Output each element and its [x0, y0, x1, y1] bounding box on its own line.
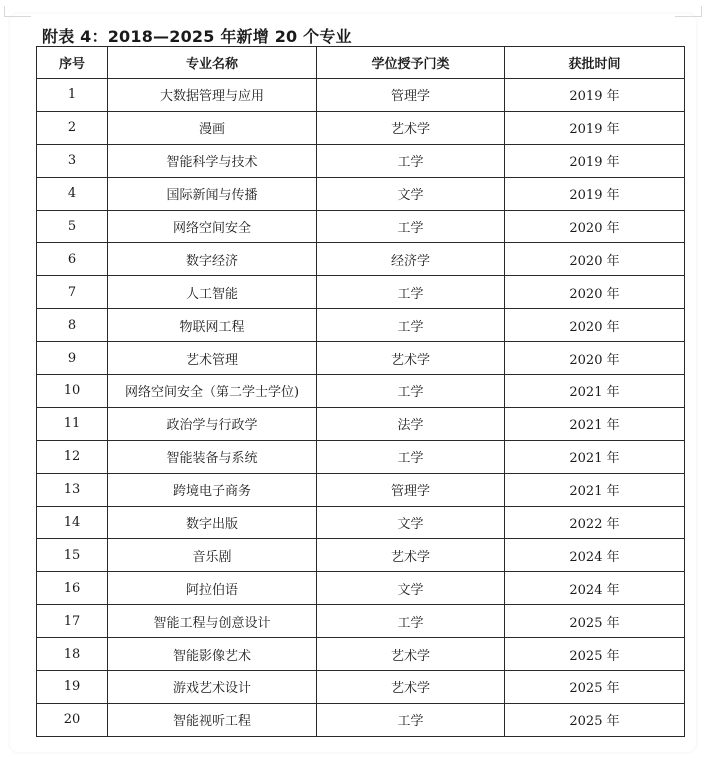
- cell-major-name: 漫画: [108, 111, 317, 144]
- cell-degree-category: 艺术学: [317, 671, 505, 704]
- cell-index: 3: [37, 144, 108, 177]
- cell-degree-category: 艺术学: [317, 638, 505, 671]
- crop-corner-left: [4, 6, 31, 17]
- cell-index: 20: [37, 703, 108, 736]
- cell-index: 7: [37, 276, 108, 309]
- cell-degree-category: 管理学: [317, 79, 505, 112]
- cell-major-name: 艺术管理: [108, 342, 317, 375]
- table-row: [37, 539, 685, 572]
- table-row: [37, 638, 685, 671]
- table-row: [37, 506, 685, 539]
- cell-index: 8: [37, 309, 108, 342]
- header-index: 序号: [37, 47, 108, 79]
- cell-index: 15: [37, 539, 108, 572]
- table-row: [37, 144, 685, 177]
- cell-index: 14: [37, 506, 108, 539]
- cell-major-name: 智能影像艺术: [108, 638, 317, 671]
- cell-index: 18: [37, 638, 108, 671]
- table-row: [37, 671, 685, 704]
- cell-major-name: 网络空间安全（第二学士学位): [108, 375, 317, 408]
- table-row: [37, 572, 685, 605]
- crop-corner-right: [675, 6, 702, 17]
- cell-approval-time: 2021 年: [505, 375, 685, 408]
- cell-approval-time: 2020 年: [505, 243, 685, 276]
- table-row: [37, 703, 685, 736]
- cell-degree-category: 管理学: [317, 473, 505, 506]
- cell-major-name: 智能视听工程: [108, 703, 317, 736]
- cell-approval-time: 2022 年: [505, 506, 685, 539]
- cell-approval-time: 2025 年: [505, 638, 685, 671]
- cell-index: 13: [37, 473, 108, 506]
- cell-index: 5: [37, 210, 108, 243]
- cell-approval-time: 2025 年: [505, 671, 685, 704]
- cell-degree-category: 工学: [317, 605, 505, 638]
- table-row: [37, 473, 685, 506]
- cell-degree-category: 工学: [317, 276, 505, 309]
- cell-index: 6: [37, 243, 108, 276]
- cell-major-name: 国际新闻与传播: [108, 177, 317, 210]
- cell-major-name: 音乐剧: [108, 539, 317, 572]
- cell-approval-time: 2021 年: [505, 473, 685, 506]
- cell-approval-time: 2021 年: [505, 407, 685, 440]
- table-body: [37, 79, 685, 737]
- cell-index: 1: [37, 79, 108, 112]
- cell-degree-category: 工学: [317, 375, 505, 408]
- cell-degree-category: 文学: [317, 177, 505, 210]
- cell-degree-category: 工学: [317, 309, 505, 342]
- table-row: [37, 342, 685, 375]
- cell-degree-category: 工学: [317, 210, 505, 243]
- cell-approval-time: 2021 年: [505, 440, 685, 473]
- cell-approval-time: 2024 年: [505, 539, 685, 572]
- cell-approval-time: 2019 年: [505, 111, 685, 144]
- cell-major-name: 网络空间安全: [108, 210, 317, 243]
- cell-approval-time: 2020 年: [505, 210, 685, 243]
- cell-major-name: 智能工程与创意设计: [108, 605, 317, 638]
- table-row: [37, 243, 685, 276]
- header-approval-time: 获批时间: [505, 47, 685, 79]
- cell-approval-time: 2019 年: [505, 79, 685, 112]
- cell-degree-category: 文学: [317, 572, 505, 605]
- table-row: [37, 210, 685, 243]
- table-row: [37, 375, 685, 408]
- table-row: [37, 111, 685, 144]
- table-header-row: [37, 47, 685, 79]
- header-major-name: 专业名称: [108, 47, 317, 79]
- cell-major-name: 数字经济: [108, 243, 317, 276]
- cell-major-name: 阿拉伯语: [108, 572, 317, 605]
- cell-degree-category: 工学: [317, 144, 505, 177]
- cell-index: 16: [37, 572, 108, 605]
- cell-index: 12: [37, 440, 108, 473]
- cell-approval-time: 2020 年: [505, 309, 685, 342]
- cell-major-name: 大数据管理与应用: [108, 79, 317, 112]
- cell-major-name: 智能装备与系统: [108, 440, 317, 473]
- cell-degree-category: 工学: [317, 703, 505, 736]
- table-row: [37, 440, 685, 473]
- cell-approval-time: 2019 年: [505, 144, 685, 177]
- table-title: 附表 4：2018—2025 年新增 20 个专业: [42, 27, 352, 46]
- cell-major-name: 政治学与行政学: [108, 407, 317, 440]
- cell-approval-time: 2025 年: [505, 605, 685, 638]
- header-degree-category: 学位授予门类: [317, 47, 505, 79]
- table-row: [37, 605, 685, 638]
- cell-degree-category: 经济学: [317, 243, 505, 276]
- cell-approval-time: 2025 年: [505, 703, 685, 736]
- table-row: [37, 177, 685, 210]
- cell-degree-category: 艺术学: [317, 111, 505, 144]
- cell-index: 19: [37, 671, 108, 704]
- cell-approval-time: 2020 年: [505, 276, 685, 309]
- table-row: [37, 407, 685, 440]
- cell-major-name: 数字出版: [108, 506, 317, 539]
- majors-table: [36, 46, 685, 737]
- cell-index: 9: [37, 342, 108, 375]
- cell-major-name: 智能科学与技术: [108, 144, 317, 177]
- cell-index: 11: [37, 407, 108, 440]
- cell-major-name: 游戏艺术设计: [108, 671, 317, 704]
- cell-approval-time: 2020 年: [505, 342, 685, 375]
- cell-index: 2: [37, 111, 108, 144]
- cell-major-name: 跨境电子商务: [108, 473, 317, 506]
- cell-index: 10: [37, 375, 108, 408]
- cell-degree-category: 工学: [317, 440, 505, 473]
- table-row: [37, 309, 685, 342]
- cell-degree-category: 法学: [317, 407, 505, 440]
- cell-major-name: 人工智能: [108, 276, 317, 309]
- table-row: [37, 79, 685, 112]
- cell-approval-time: 2024 年: [505, 572, 685, 605]
- cell-degree-category: 艺术学: [317, 539, 505, 572]
- cell-index: 17: [37, 605, 108, 638]
- cell-degree-category: 艺术学: [317, 342, 505, 375]
- cell-approval-time: 2019 年: [505, 177, 685, 210]
- cell-degree-category: 文学: [317, 506, 505, 539]
- cell-index: 4: [37, 177, 108, 210]
- cell-major-name: 物联网工程: [108, 309, 317, 342]
- table-row: [37, 276, 685, 309]
